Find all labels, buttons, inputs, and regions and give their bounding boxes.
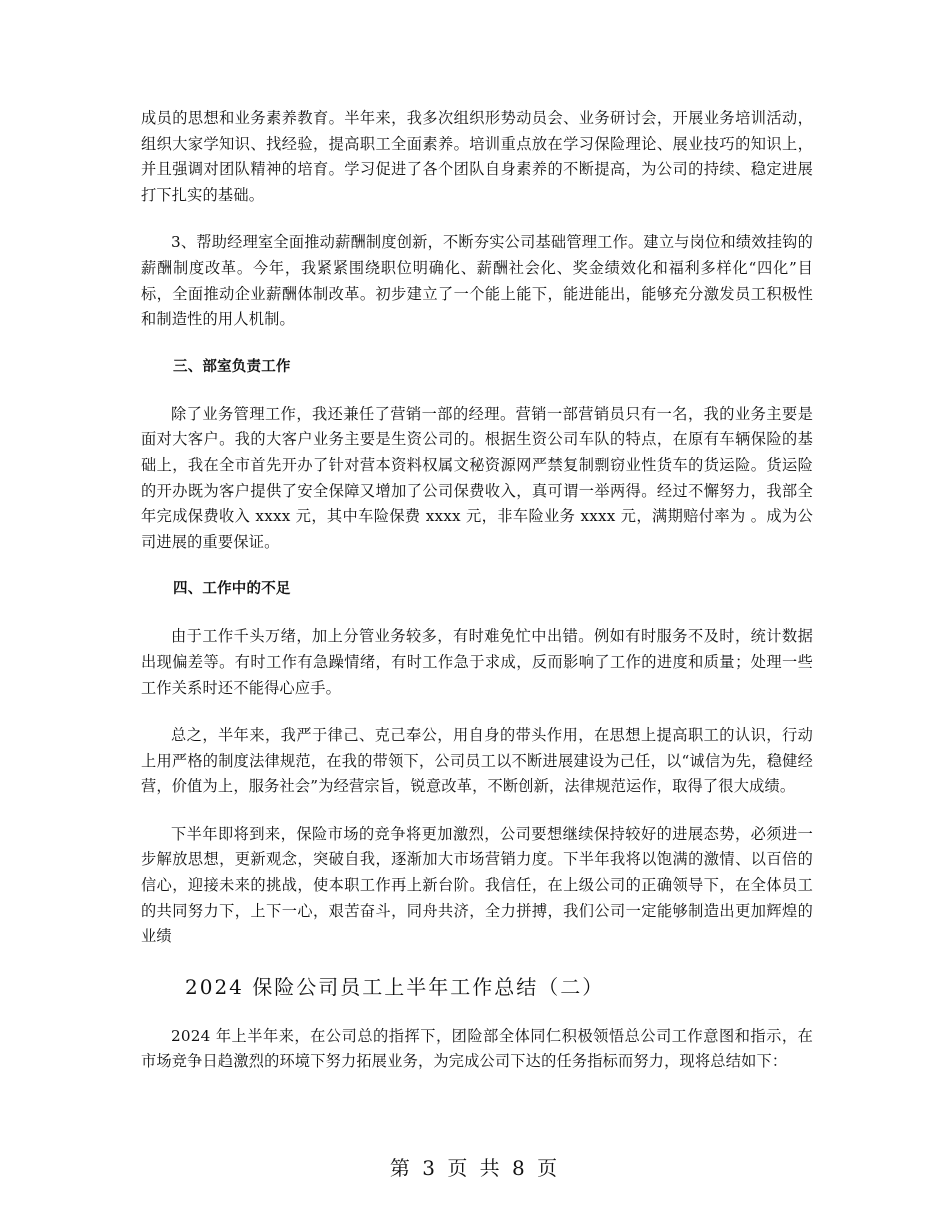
- paragraph-marketing: 除了业务管理工作，我还兼任了营销一部的经理。营销一部营销员只有一名，我的业务主要是面对大客户。我的大客户业务主要是生资公司的。根据生资公司车队的特点，在原有车辆保险的基础上，我在全市首先开办了针对营本资料权属文秘资源网严禁复制剽窃业性货车的货运险。货运险的开办既为客户提供了安全保障又增加了公司保费收入，真可谓一举两得。经过不懈努力，我部全年完成保费收入 xxxx 元，其中车险保费 xxxx 元，非车险业务 xxxx 元，满期赔付率为 。成为公司进展的重要保证。: [141, 404, 813, 551]
- paragraph-training: 成员的思想和业务素养教育。半年来，我多次组织形势动员会、业务研讨会，开展业务培训活动，组织大家学知识、找经验，提高职工全面素养。培训重点放在学习保险理论、展业技巧的知识上，并且强调对团队精神的培育。学习促进了各个团队自身素养的不断提高，为公司的持续、稳定进展打下扎实的基础。: [141, 109, 813, 204]
- document-body: [141, 106, 813, 1075]
- page-number-footer: 第 3 页 共 8 页: [389, 1156, 561, 1180]
- paragraph-shortcomings: 由于工作千头万绪，加上分管业务较多，有时难免忙中出错。例如有时服务不及时，统计数据出现偏差等。有时工作有急躁情绪，有时工作急于求成，反而影响了工作的进度和质量；处理一些工作关系时还不能得心应手。: [141, 627, 813, 697]
- paragraph-summary: 总之，半年来，我严于律己、克己奉公，用自身的带头作用，在思想上提高职工的认识，行动上用严格的制度法律规范，在我的带领下，公司员工以不断进展建设为己任，以“诚信为先，稳健经营，价值为上，服务社会”为经营宗旨，锐意改革，不断创新，法律规范运作，取得了很大成绩。: [141, 726, 813, 796]
- heading-department-work: 三、部室负责工作: [173, 358, 291, 375]
- paragraph-outlook: 下半年即将到来，保险市场的竞争将更加激烈，公司要想继续保持较好的进展态势，必须进一步解放思想，更新观念，突破自我，逐渐加大市场营销力度。下半年我将以饱满的激情、以百倍的信心，迎接未来的挑战，使本职工作再上新台阶。我信任，在上级公司的正确领导下，在全体员工的共同努力下，上下一心，艰苦奋斗，同舟共济，全力拼搏，我们公司一定能够制造出更加辉煌的业绩: [141, 824, 813, 946]
- paragraph-part-two-intro: 2024 年上半年来，在公司总的指挥下，团险部全体同仁积极领悟总公司工作意图和指示，在市场竞争日趋激烈的环境下努力拓展业务，为完成公司下达的任务指标而努力，现将总结如下：: [141, 1026, 813, 1071]
- heading-shortcomings: 四、工作中的不足: [173, 581, 291, 598]
- section-title-part-two: 2024 保险公司员工上半年工作总结（二）: [185, 974, 605, 999]
- paragraph-salary-reform: 3、帮助经理室全面推动薪酬制度创新，不断夯实公司基础管理工作。建立与岗位和绩效挂钩的薪酬制度改革。今年，我紧紧围绕职位明确化、薪酬社会化、奖金绩效化和福利多样化“四化”目标，全面推动企业薪酬体制改革。初步建立了一个能上能下，能进能出，能够充分激发员工积极性和制造性的用人机制。: [141, 233, 813, 329]
